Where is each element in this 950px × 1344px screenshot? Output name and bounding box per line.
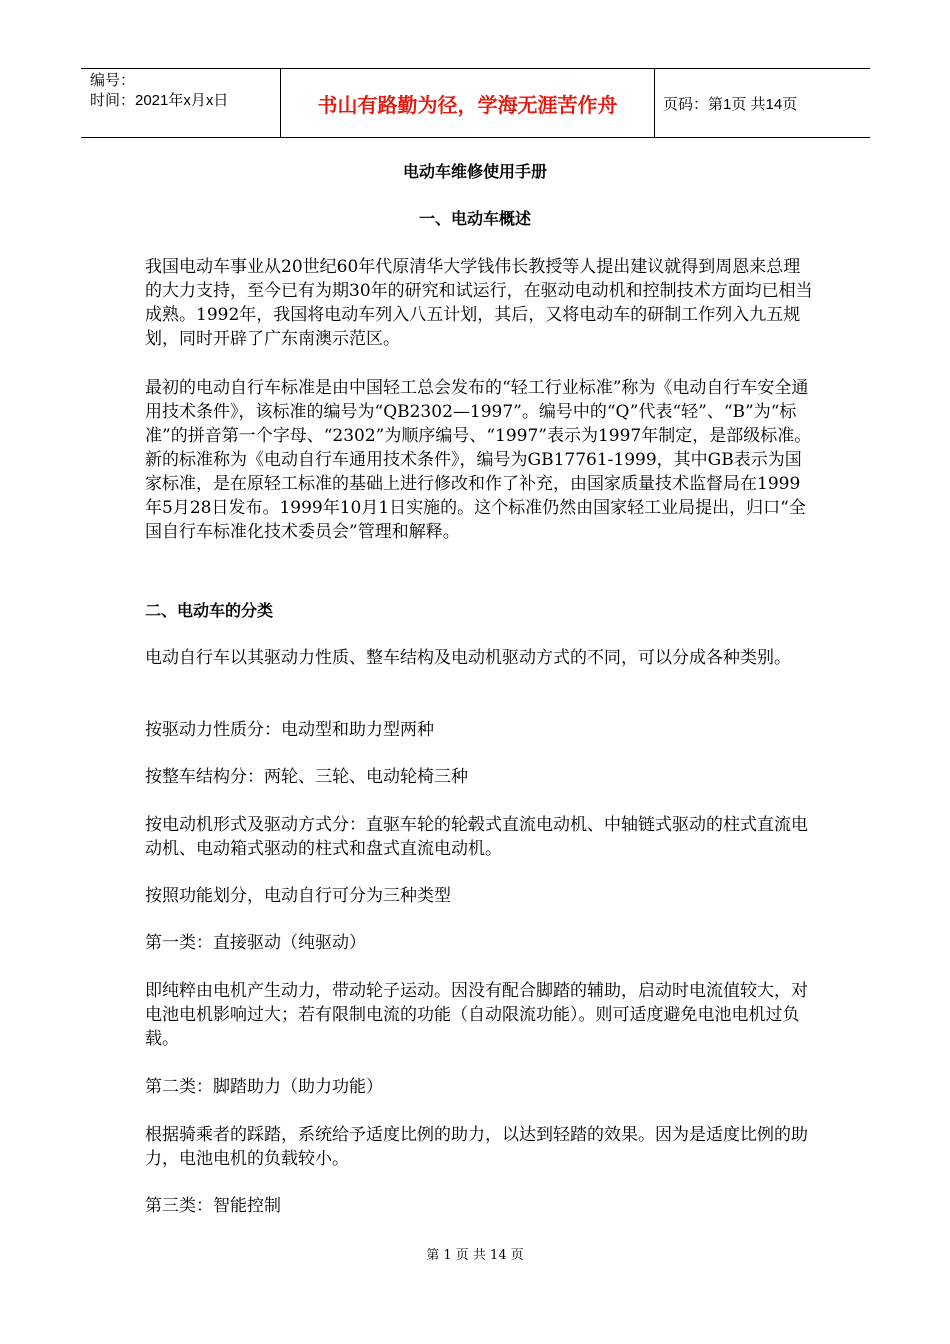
header-meta — [81, 69, 281, 137]
paragraph: 按整车结构分：两轮、三轮、电动轮椅三种 — [145, 767, 468, 787]
document-header — [81, 68, 870, 138]
paragraph: 第二类：脚踏助力（助力功能） — [145, 1077, 383, 1097]
paragraph: 第一类：直接驱动（纯驱动） — [145, 933, 366, 953]
paragraph: 我国电动车事业从20世纪60年代原清华大学钱伟长教授等人提出建议就得到周恩来总理的大力支持，至今已有为期30年的研究和试运行，在驱动电动机和控制技术方面均已相当成熟。1992年，我国将电动车列入八五计划，其后，又将电动车的研制工作列入九五规划，同时开辟了广东南澳示范区。 — [145, 257, 813, 349]
paragraph: 即纯粹由电机产生动力，带动轮子运动。因没有配合脚踏的辅助，启动时电流值较大，对电池电机影响过大；若有限制电流的功能（自动限流功能）。则可适度避免电池电机过负载。 — [145, 981, 808, 1049]
paragraph: 根据骑乘者的踩踏，系统给予适度比例的助力，以达到轻踏的效果。因为是适度比例的助力，电池电机的负载较小。 — [145, 1125, 808, 1169]
header-number-label: 编号： — [90, 72, 136, 89]
section-heading-classification: 二、电动车的分类 — [145, 601, 274, 620]
paragraph: 电动自行车以其驱动力性质、整车结构及电动机驱动方式的不同，可以分成各种类别。 — [145, 648, 791, 668]
section-heading-overview: 一、电动车概述 — [418, 209, 531, 228]
paragraph: 按驱动力性质分：电动型和助力型两种 — [145, 720, 434, 740]
document-title: 电动车维修使用手册 — [402, 162, 547, 181]
header-motto: 书山有路勤为径，学海无涯苦作舟 — [281, 69, 655, 137]
paragraph: 最初的电动自行车标准是由中国轻工总会发布的“轻工行业标准”称为《电动自行车安全通用技术条件》，该标准的编号为“QB2302—1997”。编号中的“Q”代表“轻”、“B”为“标准”的拼音第一个字母、“2302”为顺序编号、“1997”表示为1997年制定，是部级标准。新的标准称为《电动自行车通用技术条件》，编号为GB17761-1999，其中GB表示为国家标准，是在原轻工标准的基础上进行修改和作了补充，由国家质量技术监督局在1999年5月28日发布。1999年10月1日实施的。这个标准仍然由国家轻工业局提出，归口“全国自行车标准化技术委员会”管理和解释。 — [145, 378, 812, 542]
page-footer: 第 1 页 共 14 页 — [426, 1248, 524, 1263]
paragraph: 第三类：智能控制 — [145, 1196, 281, 1216]
header-page-info: 页码：第1页 共14页 — [663, 95, 798, 113]
paragraph: 按电动机形式及驱动方式分：直驱车轮的轮毂式直流电动机、中轴链式驱动的柱式直流电动机、电动箱式驱动的柱式和盘式直流电动机。 — [145, 815, 808, 859]
paragraph: 按照功能划分，电动自行可分为三种类型 — [145, 886, 451, 906]
header-date-label: 时间：2021年x月x日 — [90, 92, 229, 109]
